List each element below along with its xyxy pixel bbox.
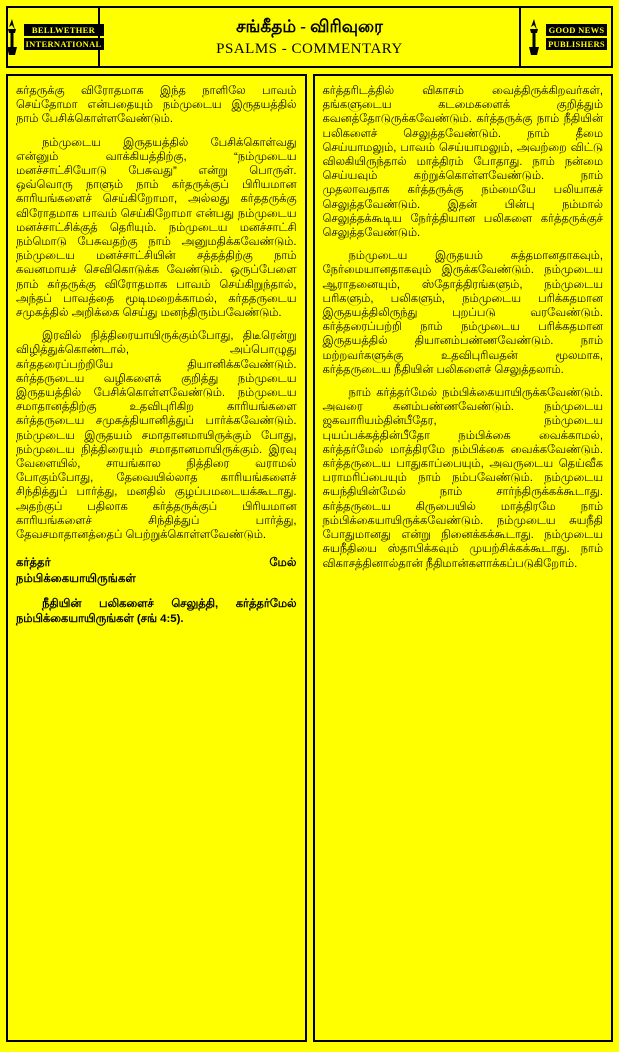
section-heading-right: மேல் bbox=[269, 556, 297, 570]
left-column bbox=[6, 74, 307, 1042]
bellwether-line2: INTERNATIONAL bbox=[25, 39, 102, 49]
section-heading bbox=[16, 556, 297, 571]
bellwether-logo bbox=[8, 8, 100, 66]
paragraph: நாம் கர்த்தர்மேல் நம்பிக்கையாயிருக்கவேண்டும். அவரை கனம்பண்ணவேண்டும். நம்முடைய ஜகவாரியம்தின்பீதேர, நம்முடைய புயப்பக்கத்தின்பீதோ நம்பிக்கை வைக்காமல், கர்த்தர்மேல் மாத்திரமே நம்பிக்கை வைக்கவேண்டும். கர்த்தருடைய பாதுகாப்பையும், அவருடைய தெய்வீக பராமரிப்பையும் நாம் நம்பவேண்டும். நம்முடைய சுயந்தியின்மேல் நாம் சார்ந்திருக்கக்கூடாது. கர்த்தருடைய கிருபையில் மாத்திரமே நாம் நம்பிக்கையாயிருக்கவேண்டும். நம்முடைய சுயநீதி போதுமானது என்று நினைக்கக்கூடாது. நம்முடைய சுயநீதியை ஸ்தாபிக்கவும் முயற்சிக்கக்கூடாது. நாம் விகாசத்தினால்தான் நீதிமான்களாக்கப்படுகிறோம். bbox=[322, 387, 603, 570]
paragraph: கர்தருக்கு விரோதமாக இந்த நாளிலே பாவம் செய்தோமா என்பதையும் நம்முடைய இருதயத்தில் நாம் பேசிக்கொள்ளவேண்டும். bbox=[16, 85, 297, 126]
publisher-line2: PUBLISHERS bbox=[548, 39, 605, 49]
paragraph: நம்முடைய இருதயத்தில் பேசிக்கொள்வது என்னும் வாக்கியத்திற்கு, “நம்முடைய மனச்சாட்சியோடு பேசுவது” என்று பொருள். ஒவ்வொரு நாளும் நாம் கர்தருக்குப் பிரியமான காரியங்களைச் செய்கிறோமா, அல்லது கர்ததருக்கு விரோதமாக பாவம் செய்கிறோமா என்பது நம்முடைய மனச்சாட்சிக்குத் தெரியும். நம்முடைய மனச்சாட்சி நம்மொடு பேசுவதற்கு நாம் அனுமதிக்கவேண்டும். நம்முடைய மனச்சாட்சியின் சத்தத்திற்கு நாம் கவனமாயச் செவிகொடுக்க வேண்டும். ஒருப்பேளை நாம் கர்தருக்கு விரோதமாக பாவம் செய்கிறுந்தால், அந்தப் பாவத்தை மூடிமறைக்காமல், கர்ததருடைய சமுகத்தில் அறிக்கை செய்து மனந்திரும்பவேண்டும். bbox=[16, 136, 297, 320]
section-heading-line2: நம்பிக்கையாயிருங்கள் bbox=[16, 572, 136, 586]
publisher-line1: GOOD NEWS bbox=[546, 24, 607, 36]
torch-icon bbox=[525, 17, 543, 57]
good-news-publishers-logo bbox=[519, 8, 611, 66]
paragraph: கர்த்தரிடத்தில் விகாசம் வைத்திருக்கிறவர்கள், தங்களுடைய கடமைகளைக் குறித்தும் கவனத்தோடுருக்கவேண்டும். கர்த்தருக்கு நாம் நீதியின் பலிகளைச் செலுத்தவேண்டும். நாம் தீமை செய்யாமலும், பாவம் செய்யாமலும், அவற்றை விட்டு விலகியிருந்தால் மாத்திரம் போதாது. நாம் நன்மை செய்யவும் கற்றுக்கொள்ளவேண்டும். நாம் முதலாவதாக கர்த்தருக்கு நம்மையே பலியாகச் செலுத்தவேண்டும். இதன் பின்பு நம்மால் செலுத்தக்கூடிய நேர்த்தியான பலிகளை கர்த்தருக்குச் செலுத்தவேண்டும். bbox=[322, 85, 603, 240]
paragraph: இரவில் நித்திரையாயிருக்கும்போது, திடீரென்று விழித்துக்கொண்டால், அப்பொழுது கர்ததரைப்பற்றியே தியானிக்கவேண்டும். கர்த்தருடைய வழிகளைக் குறித்து நம்முடைய இருதயத்தில் பேசிக்கொள்ளவேண்டும். நம்முடைய சமாதானத்திற்கு உதவிபுரிகிற காரியங்களை கர்த்தருடைய சமுகத்தியானித்துப் பார்க்கவேண்டும். நம்முடைய இருதயம் சமாதானமாயிருக்கும் போது, நம்முடைய நித்திரையும் சமாதானமாயிருக்கும். இரவு வேளையில், சாயங்கால நித்திரை வராமல் போகும்போது, தேவையில்லாத காரியங்களைச் சிந்தித்துப் பார்த்து, மனதில் குழப்பமடையக்கூடாது. அதற்குப் பதிலாக கர்த்தருக்குப் பிரியமான காரியங்களைச் சிந்தித்துப் பார்த்து, தேவசமாதானத்தைப் பெற்றுக்கொள்ளவேண்டும். bbox=[16, 330, 297, 542]
page-title-english: PSALMS - COMMENTARY bbox=[216, 40, 403, 57]
page-title-tamil: சங்கீதம் - விரிவுரை bbox=[236, 16, 383, 36]
right-column bbox=[313, 74, 614, 1042]
body-columns bbox=[6, 74, 613, 1042]
section-heading-left: கர்த்தர் bbox=[16, 556, 51, 570]
page-header bbox=[6, 6, 613, 68]
bellwether-line1: BELLWETHER bbox=[24, 24, 104, 36]
scripture-reference: நீதியின் பலிகளைச் செலுத்தி, கர்த்தர்மேல் நம்பிக்கையாயிருங்கள் (சங் 4:5). bbox=[16, 598, 297, 626]
paragraph: நம்முடைய இருதயம் சுத்தமானதாகவும், நேர்மையானதாகவும் இருக்கவேண்டும். நம்முடைய ஆராதனையும், ஸ்தோத்திரங்களும், நம்முடைய பரிகளும், பலிகளும், நம்முடைய பரிக்கதமான இருதயத்திலிருந்து புறப்படு வரவேண்டும். கர்த்தரைப்பற்றி நாம் நம்முடைய பரிக்கதமான இருதயத்தில் தியானம்பண்ணவேண்டும். நாம் மற்றவர்களுக்கு உதவிபுரிவதன் மூலமாக, கர்த்தருடைய நீதியின் பலிகளைச் செலுத்தலாம். bbox=[322, 250, 603, 376]
header-titles bbox=[100, 8, 519, 66]
torch-icon bbox=[3, 17, 21, 57]
